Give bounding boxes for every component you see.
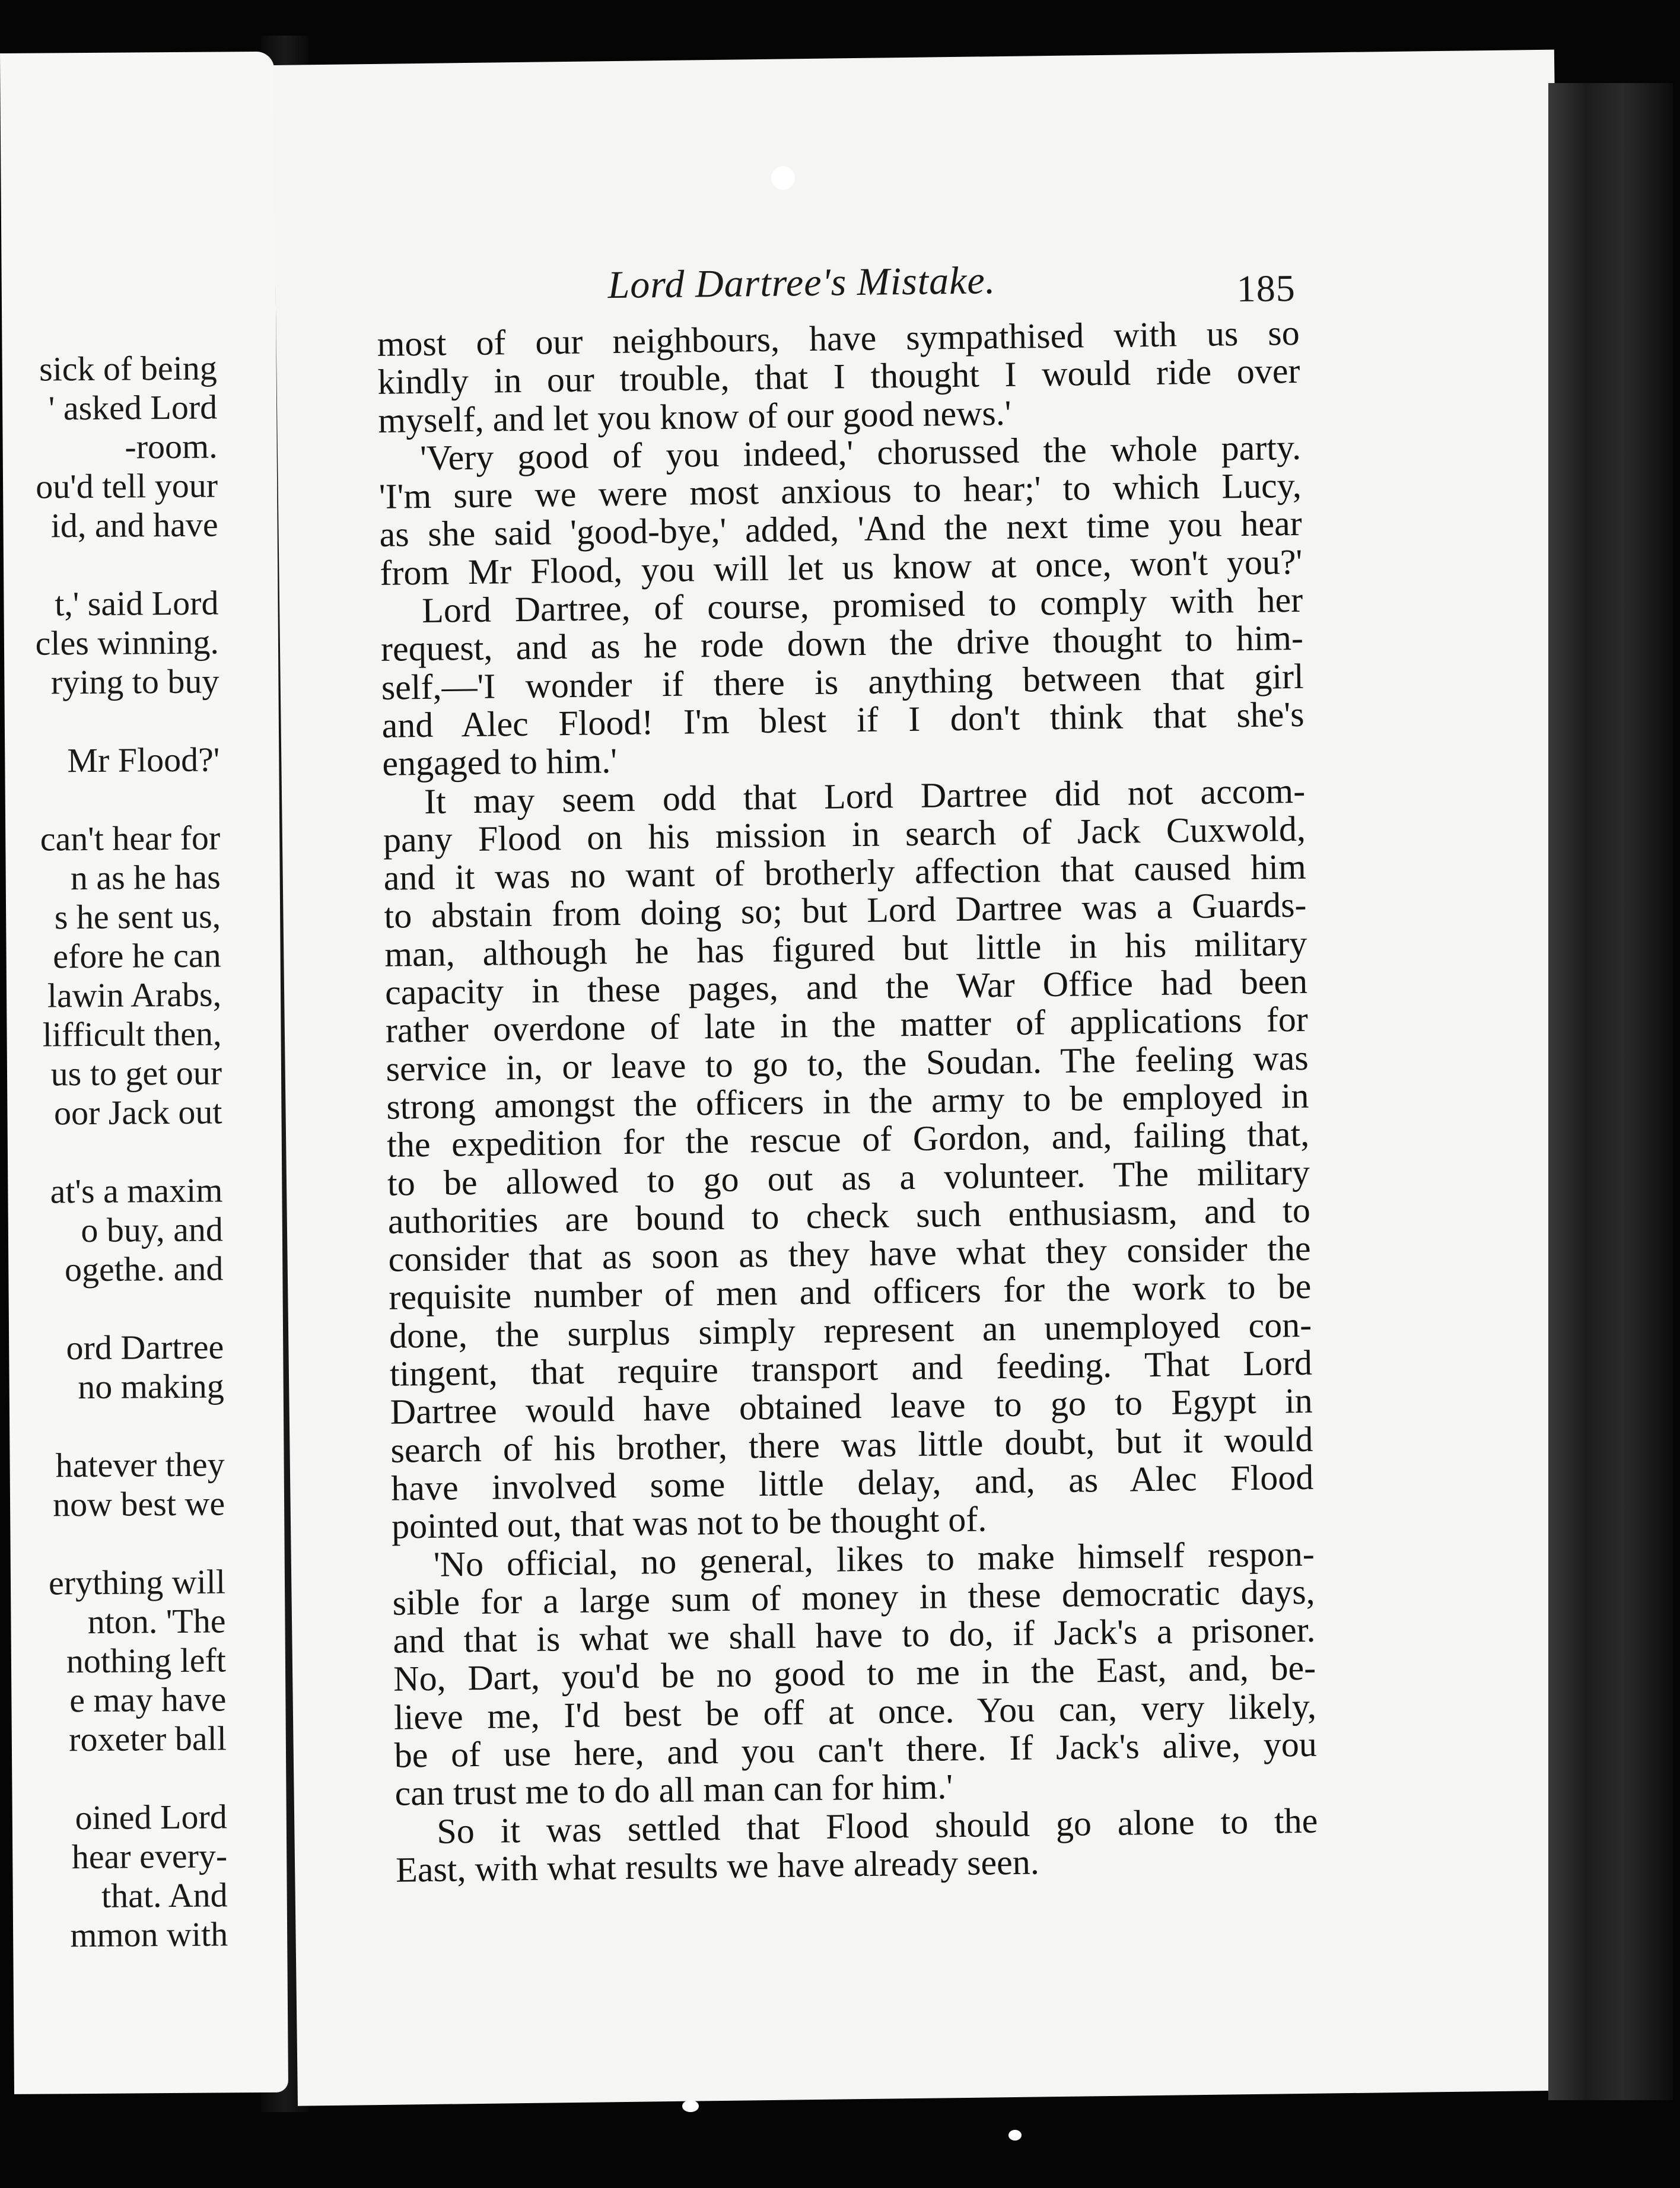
text-line: and Alec Flood! I'm blest if I don't think that she's bbox=[381, 694, 1304, 745]
text-line: to be allowed to go out as a volunteer. The military bbox=[387, 1152, 1310, 1203]
text-line: service in, or leave to go to, the Soudan. The feeling was bbox=[386, 1038, 1309, 1089]
text-line: request, and as he rode down the drive thought to him- bbox=[380, 618, 1304, 669]
text-line: No, Dart, you'd be no good to me in the East, and, be- bbox=[393, 1648, 1316, 1699]
left-line: mmon with bbox=[70, 1914, 228, 1955]
left-line: now best we bbox=[52, 1484, 225, 1524]
text-line: It may seem odd that Lord Dartree did not accom- bbox=[424, 771, 1306, 821]
left-line: o buy, and bbox=[81, 1210, 224, 1250]
text-line: capacity in these pages, and the War Office had been bbox=[384, 961, 1308, 1012]
page-block-edge bbox=[1548, 83, 1673, 2100]
left-line: hatever they bbox=[55, 1445, 225, 1485]
left-line: no making bbox=[77, 1366, 224, 1407]
left-line: at's a maxim bbox=[50, 1171, 223, 1211]
left-line: cles winning. bbox=[35, 622, 219, 663]
text-line: done, the surplus simply represent an unemployed con- bbox=[389, 1305, 1312, 1356]
running-head-title: Lord Dartree's Mistake. bbox=[607, 259, 996, 307]
scan-speck bbox=[771, 166, 795, 190]
text-line: be of use here, and you can't there. If Jack's alive, you bbox=[394, 1724, 1318, 1775]
left-line: oined Lord bbox=[75, 1797, 227, 1837]
text-line: tingent, that require transport and feeding. That Lord bbox=[389, 1343, 1313, 1394]
text-line: can trust me to do all man can for him.' bbox=[394, 1767, 953, 1813]
left-line: hear every- bbox=[71, 1836, 228, 1877]
text-line: authorities are bound to check such enthusiasm, and to bbox=[387, 1190, 1311, 1241]
scan-speck bbox=[682, 2100, 699, 2112]
text-line: have involved some little delay, and, as Alec Flood bbox=[390, 1457, 1314, 1508]
text-line: consider that as soon as they have what they consider the bbox=[388, 1228, 1311, 1279]
text-line: lieve me, I'd best be off at once. You can, very likely, bbox=[393, 1686, 1317, 1737]
left-line: ord Dartree bbox=[66, 1327, 224, 1368]
running-head bbox=[607, 253, 1438, 310]
text-line: and it was no want of brotherly affection that caused him bbox=[383, 847, 1307, 898]
text-line: 'I'm sure we were most anxious to hear;' to which Lucy, bbox=[378, 466, 1302, 517]
text-line: pany Flood on his mission in search of Jack Cuxwold, bbox=[383, 809, 1306, 860]
left-line: ou'd tell your bbox=[36, 466, 218, 506]
left-line: ' asked Lord bbox=[48, 387, 218, 428]
text-line: 'Very good of you indeed,' chorussed the whole party. bbox=[419, 427, 1302, 478]
text-line: requisite number of men and officers for the work to be bbox=[388, 1267, 1312, 1318]
left-line: t,' said Lord bbox=[55, 583, 219, 624]
text-line: from Mr Flood, you will let us know at once, won't you?' bbox=[380, 542, 1303, 593]
left-page bbox=[0, 52, 288, 2094]
text-line: and that is what we shall have to do, if Jack's a prisoner. bbox=[393, 1610, 1316, 1661]
left-line: nton. 'The bbox=[87, 1601, 226, 1642]
text-line: self,—'I wonder if there is anything between that girl bbox=[381, 656, 1304, 707]
text-line: strong amongst the officers in the army to be employed in bbox=[386, 1076, 1309, 1127]
text-line: engaged to him.' bbox=[381, 741, 618, 784]
left-line: roxeter ball bbox=[68, 1719, 227, 1759]
left-line: can't hear for bbox=[40, 818, 221, 858]
left-line: lifficult then, bbox=[42, 1014, 222, 1054]
text-line: as she said 'good-bye,' added, 'And the next time you hear bbox=[379, 504, 1302, 555]
body-text bbox=[377, 314, 1318, 1889]
left-line: efore he can bbox=[53, 936, 221, 976]
main-page bbox=[273, 50, 1579, 2106]
text-line: rather overdone of late in the matter of applications for bbox=[385, 1000, 1309, 1051]
left-line: us to get our bbox=[50, 1053, 222, 1093]
scan-speck bbox=[1008, 2130, 1022, 2141]
text-line: 'No official, no general, likes to make himself respon- bbox=[433, 1534, 1315, 1584]
text-line: the expedition for the rescue of Gordon, and, failing that, bbox=[386, 1114, 1310, 1165]
left-line: e may have bbox=[69, 1680, 227, 1720]
left-line: n as he has bbox=[70, 857, 221, 898]
text-line: to abstain from doing so; but Lord Dartree was a Guards- bbox=[384, 885, 1307, 936]
text-line: East, with what results we have already seen. bbox=[395, 1842, 1040, 1890]
left-line: Mr Flood?' bbox=[67, 740, 220, 780]
left-line: rying to buy bbox=[50, 662, 219, 702]
left-line: id, and have bbox=[50, 505, 218, 545]
text-line: sible for a large sum of money in these democratic days, bbox=[392, 1572, 1315, 1623]
left-line: s he sent us, bbox=[54, 896, 221, 937]
left-line: ogethe. and bbox=[64, 1249, 224, 1289]
left-line: -room. bbox=[125, 427, 218, 466]
left-line: sick of being bbox=[39, 348, 217, 389]
left-line: oor Jack out bbox=[53, 1092, 222, 1133]
text-line: most of our neighbours, have sympathised with us so bbox=[377, 313, 1300, 364]
left-line: erything will bbox=[48, 1562, 226, 1602]
left-line: nothing left bbox=[66, 1640, 227, 1681]
text-line: So it was settled that Flood should go alone to the bbox=[436, 1801, 1318, 1851]
left-line: that. And bbox=[101, 1875, 228, 1915]
left-line: lawin Arabs, bbox=[47, 975, 222, 1015]
text-line: Lord Dartree, of course, promised to comply with her bbox=[421, 580, 1303, 631]
text-line: myself, and let you know of our good news.' bbox=[377, 393, 1011, 440]
text-line: pointed out, that was not to be thought of. bbox=[391, 1499, 987, 1546]
page-number: 185 bbox=[1236, 266, 1296, 310]
left-page-text bbox=[0, 52, 229, 2094]
text-line: kindly in our trouble, that I thought I would ride over bbox=[377, 351, 1300, 402]
text-line: man, although he has figured but little in his military bbox=[384, 923, 1307, 974]
text-line: Dartree would have obtained leave to go to Egypt in bbox=[390, 1381, 1313, 1432]
text-line: search of his brother, there was little doubt, but it would bbox=[390, 1419, 1313, 1470]
